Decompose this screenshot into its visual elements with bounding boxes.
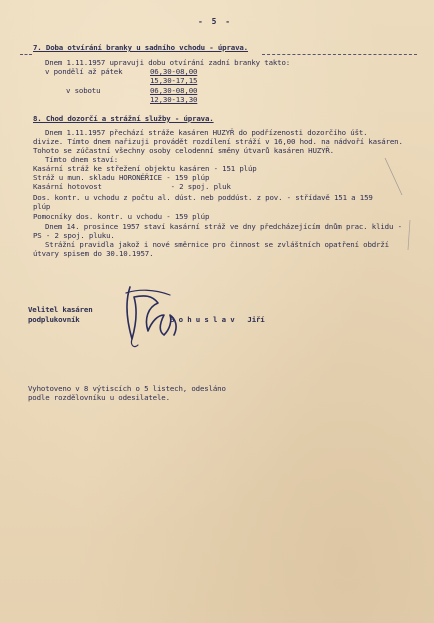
weekday-time-1: 06,30-08,00: [150, 67, 198, 76]
section8-line-11: Dnem 14. prosince 1957 staví kasární stráž ve dny předcházejícím dnům prac. klidu -: [45, 222, 402, 231]
section8-line-9: plúp: [33, 202, 51, 211]
section8-line-3: Tohoto se zúčastní všechny osoby celodenní směny útvarů kasáren HUZYŘ.: [33, 146, 334, 155]
page-number: - 5 -: [198, 17, 233, 26]
saturday-label: v sobotu: [66, 86, 101, 95]
signatory-role-line1: Velitel kasáren: [28, 305, 93, 314]
signatory-role-line2: podplukovník: [28, 315, 80, 324]
section8-line-12: PS - 2 spoj. pluku.: [33, 231, 115, 240]
footer-line-2: podle rozdělovníku u odesilatele.: [28, 393, 170, 402]
section8-line-5: Kasární stráž ke střežení objektu kasáren - 151 plúp: [33, 164, 257, 173]
section8-line-2: divize. Tímto dnem nařizuji provádět rozdílení stráží v 16,00 hod. na nádvoří kasáren.: [33, 137, 403, 146]
section8-heading: 8. Chod dozorčí a strážní služby - úprava.: [33, 114, 214, 123]
section8-line-8: Dos. kontr. u vchodu z počtu al. dúst. neb poddúst. z pov. - střídavě 151 a 159: [33, 193, 373, 202]
section8-line-13: Strážní pravidla jakož i nové směrnice pro činnost se zvláštních opatření obdrží: [45, 240, 389, 249]
section8-line-14: útvary spisem do 30.10.1957.: [33, 249, 154, 258]
weekday-time-2: 15,30-17,15: [150, 76, 198, 85]
section8-line-7: Kasární hotovost - 2 spoj. pluk: [33, 182, 231, 191]
pencil-margin-marks: [380, 150, 420, 260]
heading-underline-left: [20, 54, 32, 55]
saturday-time-2: 12,30-13,30: [150, 95, 198, 104]
footer-line-1: Vyhotoveno v 8 výtiscích o 5 listech, odesláno: [28, 384, 226, 393]
section8-line-10: Pomocníky dos. kontr. u vchodu - 159 plúp: [33, 212, 210, 221]
section8-line-1: Dnem 1.11.1957 přechází stráže kasáren HUZYŘ do podřízenosti dozorčího úšt.: [45, 128, 368, 137]
signatory-name: B o h u s l a v Jiří: [170, 315, 265, 324]
section7-intro: Dnem 1.11.1957 upravuji dobu otvírání zadní branky takto:: [45, 58, 291, 67]
saturday-time-1: 06,30-08,00: [150, 86, 198, 95]
section8-line-4: Tímto dnem staví:: [45, 155, 119, 164]
heading-underline-right: [262, 54, 417, 55]
weekday-label: v pondělí až pátek: [45, 67, 123, 76]
section8-line-6: Stráž u mun. skladu HORONĚŘICE - 159 plúp: [33, 173, 210, 182]
handwritten-signature: [118, 275, 188, 355]
section7-heading: 7. Doba otvírání branky u sadního vchodu - úprava.: [33, 43, 248, 52]
